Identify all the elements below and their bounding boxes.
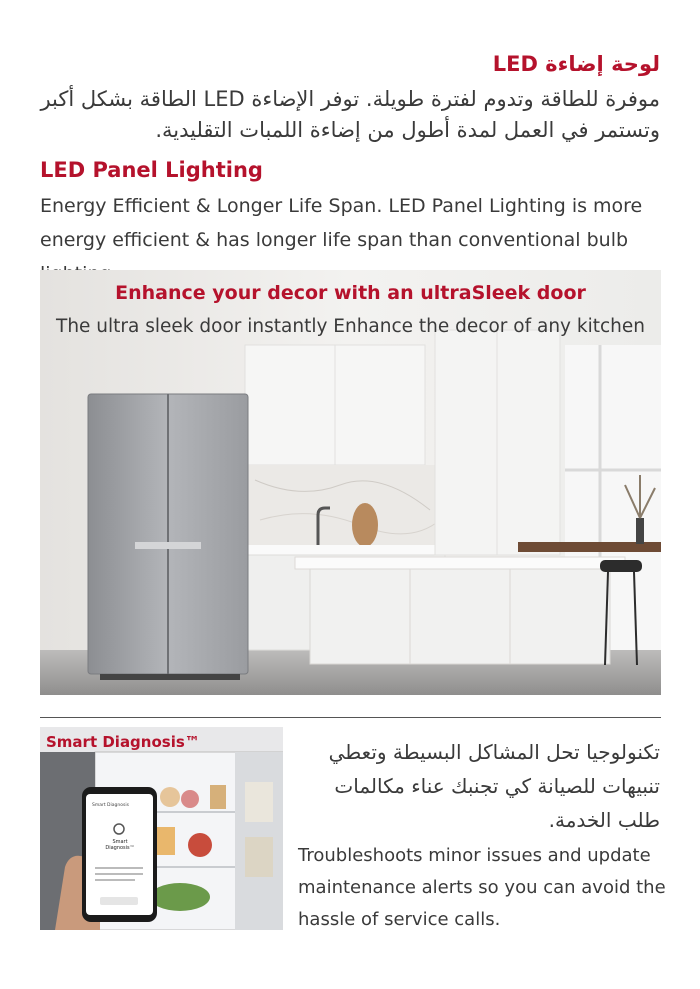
door-section-title: Enhance your decor with an ultraSleek door	[115, 282, 586, 304]
smart-diagnosis-english-description: Troubleshoots minor issues and update maintenance alerts so you can avoid the hassle of service calls.	[298, 845, 666, 930]
kitchen-image	[40, 270, 661, 695]
phone-screen-title: Smart Diagnosis™	[105, 839, 135, 851]
smart-diagnosis-arabic-description: تكنولوجيا تحل المشاكل البسيطة وتعطي تنبيهات للصيانة كي تجنبك عناء مكالمات طلب الخدمة.	[328, 740, 660, 832]
led-arabic-description: موفرة للطاقة وتدوم لفترة طويلة. توفر الإضاءة LED الطاقة بشكل أكبر وتستمر في العمل لمدة أطول من إضاءة اللمبات التقليدية.	[40, 87, 660, 142]
smart-diagnosis-image	[40, 727, 283, 930]
phone-screen-header: Smart Diagnosis	[92, 803, 129, 808]
led-english-title: LED Panel Lighting	[40, 158, 263, 182]
door-section-subtitle: The ultra sleek door instantly Enhance the decor of any kitchen	[56, 316, 645, 337]
fridge-interior-illustration	[40, 727, 283, 930]
smart-diagnosis-label: Smart Diagnosis™	[46, 733, 200, 751]
led-english-description: Energy Efficient & Longer Life Span. LED Panel Lighting is more energy efficient & has longer life span than conventional bulb	[40, 195, 643, 251]
section-divider	[40, 717, 661, 718]
led-arabic-title: لوحة إضاءة LED	[492, 52, 660, 76]
